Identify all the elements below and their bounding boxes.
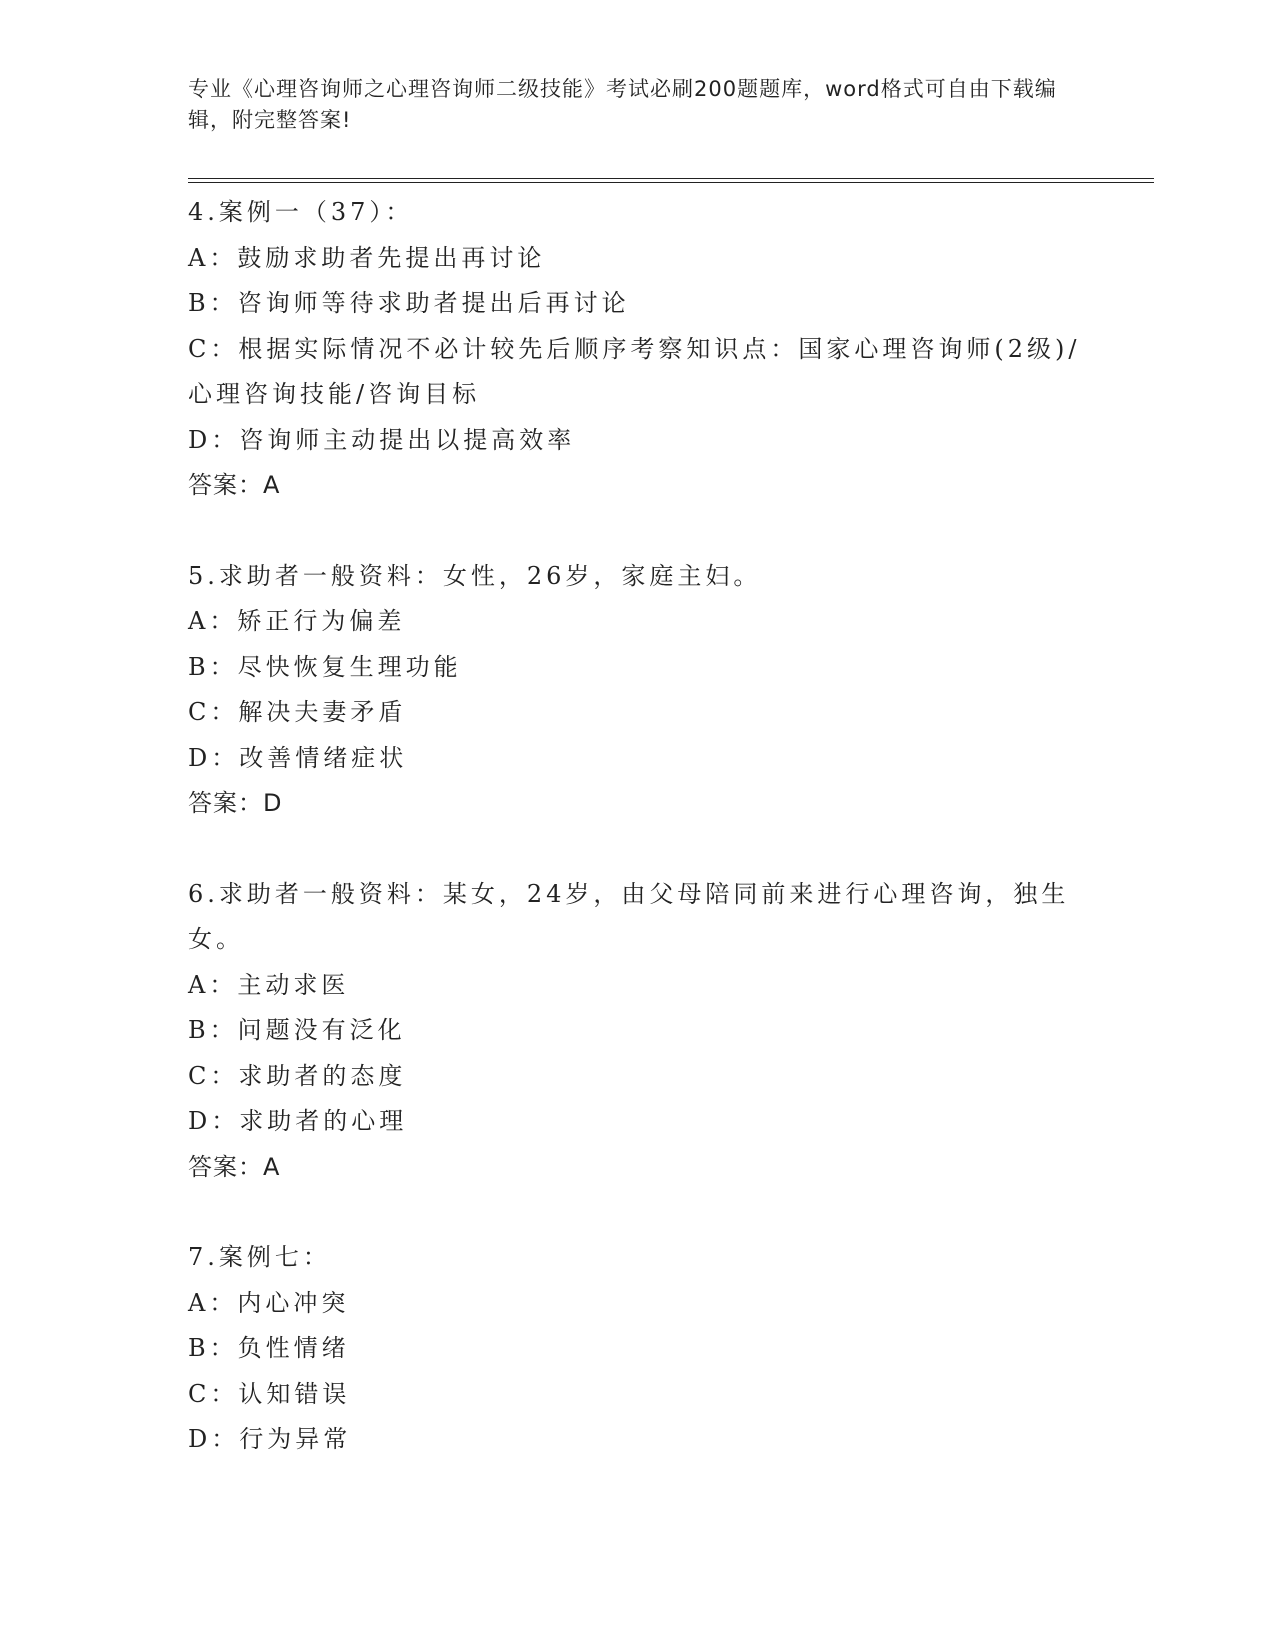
answer-line: 答案：D [188,789,283,817]
option-a: A：内心冲突 [188,1288,350,1317]
question-item [188,872,1088,1191]
option-b: B：尽快恢复生理功能 [188,652,462,681]
document-intro: 专业《心理咨询师之心理咨询师二级技能》考试必刷200题题库，word格式可自由下载编辑，附完整答案! [188,77,1057,132]
option-d: D：改善情绪症状 [188,743,408,772]
answer-line: 答案：A [188,471,281,499]
option-c: C：根据实际情况不必计较先后顺序考察知识点：国家心理咨询师(2级)/心理咨询技能/咨询目标 [188,334,1081,408]
header-divider-top [188,178,1154,179]
question-stem: 6.求助者一般资料：某女，24岁，由父母陪同前来进行心理咨询，独生女。 [188,879,1070,953]
option-d: D：咨询师主动提出以提高效率 [188,425,576,454]
option-b: B：问题没有泛化 [188,1016,406,1044]
option-a: A：主动求医 [188,970,350,999]
option-d: D：行为异常 [188,1425,352,1453]
question-list [188,190,1088,1508]
question-item [188,554,1088,827]
option-a: A：鼓励求助者先提出再讨论 [188,243,546,272]
header-divider-bottom [188,182,1154,183]
option-c: C：求助者的态度 [188,1061,407,1090]
option-c: C：认知错误 [188,1379,351,1408]
option-b: B：咨询师等待求助者提出后再讨论 [188,289,630,317]
option-a: A：矫正行为偏差 [188,607,406,635]
question-item [188,1235,1088,1463]
option-b: B：负性情绪 [188,1334,350,1362]
answer-line: 答案：A [188,1152,281,1181]
question-stem: 5.求助者一般资料：女性，26岁，家庭主妇。 [188,561,762,590]
question-item [188,190,1088,509]
option-d: D：求助者的心理 [188,1107,408,1135]
question-stem: 4.案例一（37）： [188,198,414,226]
question-stem: 7.案例七： [188,1243,331,1271]
option-c: C：解决夫妻矛盾 [188,698,407,726]
